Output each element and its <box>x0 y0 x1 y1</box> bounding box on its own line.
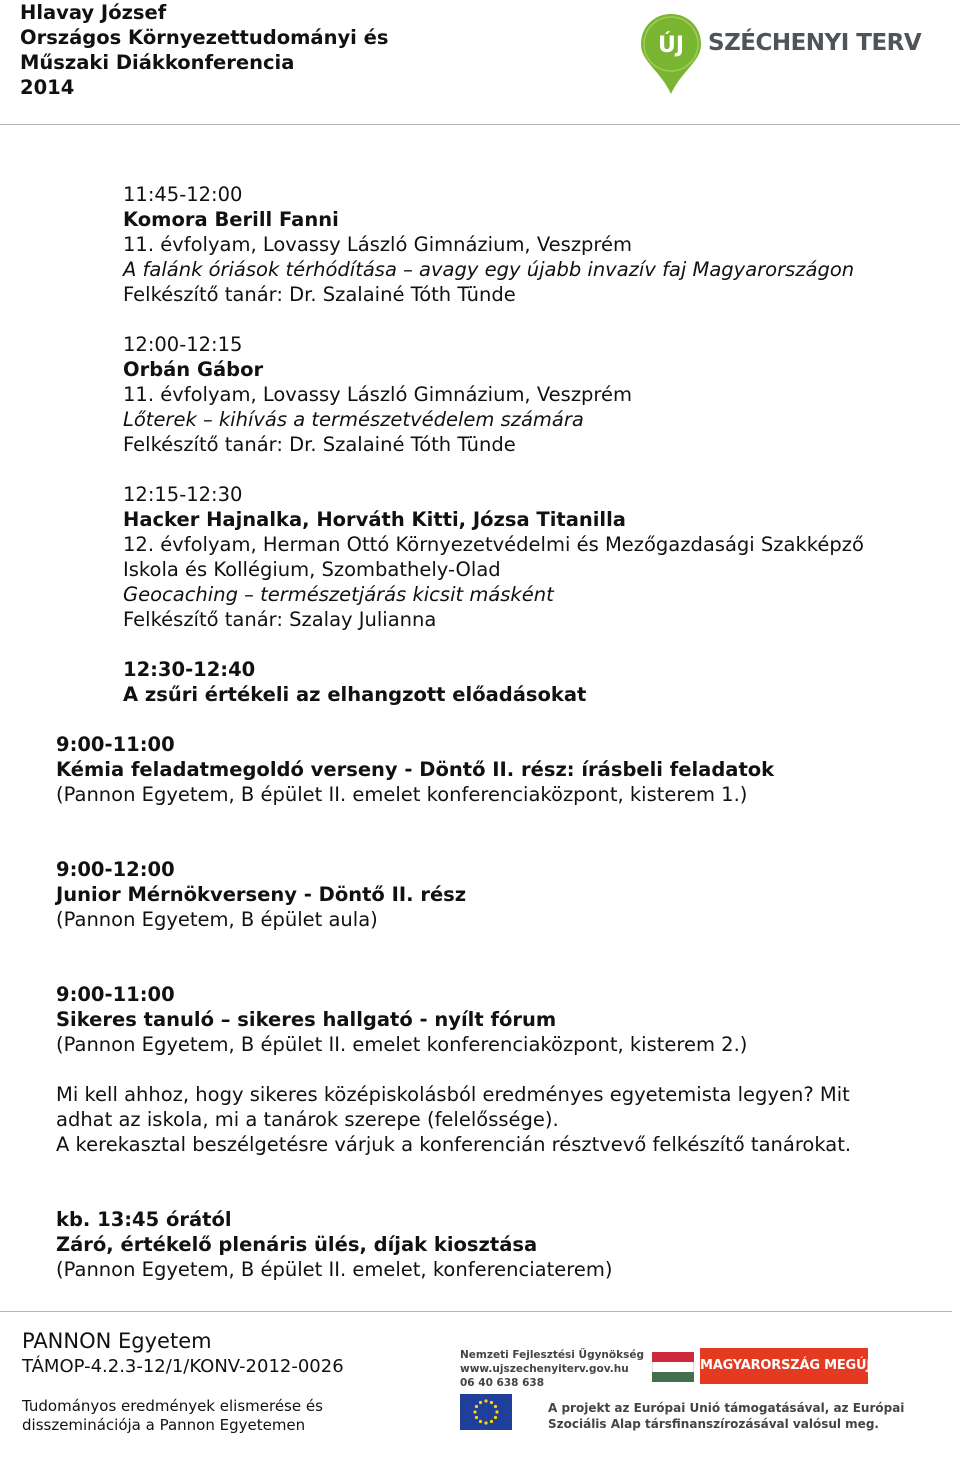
funding-logos <box>456 1342 905 1442</box>
event-title: Kémia feladatmegoldó verseny - Döntő II. rész: írásbeli feladatok <box>56 758 775 781</box>
talk-supervisor: Felkészítő tanár: Szalay Julianna <box>123 608 437 631</box>
szechenyi-terv-logo <box>638 12 938 100</box>
event-location: (Pannon Egyetem, B épület aula) <box>56 908 378 931</box>
talk-title: Lőterek – kihívás a természetvédelem számára <box>123 408 584 431</box>
event-time: kb. 13:45 órától <box>56 1208 232 1231</box>
event-description: A kerekasztal beszélgetésre várjuk a konferencián résztvevő felkészítő tanárokat. <box>56 1133 852 1156</box>
conference-title <box>20 0 389 100</box>
project-code: TÁMOP-4.2.3-12/1/KONV-2012-0026 <box>22 1356 344 1377</box>
talk-school: 11. évfolyam, Lovassy László Gimnázium, Veszprém <box>123 383 633 406</box>
talk-time: 12:15-12:30 <box>123 483 243 506</box>
logo-text: SZÉCHENYI TERV <box>708 30 922 56</box>
talk-school-continued: Iskola és Kollégium, Szombathely-Olad <box>123 558 501 581</box>
eu-flag-icon <box>460 1394 512 1430</box>
event-location: (Pannon Egyetem, B épület II. emelet konferenciaközpont, kisterem 1.) <box>56 783 748 806</box>
conference-title-line-2: Országos Környezettudományi és <box>20 26 389 49</box>
event-location: (Pannon Egyetem, B épület II. emelet, konferenciaterem) <box>56 1258 613 1281</box>
event-time: 9:00-12:00 <box>56 858 175 881</box>
event-title: Záró, értékelő plenáris ülés, díjak kiosztása <box>56 1233 538 1256</box>
footer-info <box>22 1327 344 1435</box>
jury-time: 12:30-12:40 <box>123 658 256 681</box>
page-header <box>0 0 960 126</box>
hungarian-flag-icon <box>652 1352 694 1382</box>
project-subtitle: Tudományos eredmények elismerése és <box>22 1397 323 1415</box>
magyarorszag-megujul-badge: MAGYARORSZÁG MEGÚJUL <box>700 1348 868 1384</box>
talk-supervisor: Felkészítő tanár: Dr. Szalainé Tóth Tünde <box>123 433 516 456</box>
nfu-website: www.ujszechenyiterv.gov.hu <box>460 1363 629 1375</box>
eu-funding-line-2: Szociális Alap társfinanszírozásával valósul meg. <box>548 1417 879 1431</box>
talk-time: 12:00-12:15 <box>123 333 243 356</box>
event-time: 9:00-11:00 <box>56 983 175 1006</box>
talk-title: Geocaching – természetjárás kicsit másként <box>123 583 554 606</box>
talk-presenter: Komora Berill Fanni <box>123 208 339 231</box>
eu-funding-line-1: A projekt az Európai Unió támogatásával, az Európai <box>548 1401 905 1415</box>
talk-time: 11:45-12:00 <box>123 183 243 206</box>
conference-title-line-3: Műszaki Diákkonferencia <box>20 51 295 74</box>
talk-presenter: Orbán Gábor <box>123 358 264 381</box>
nfu-info <box>460 1348 644 1390</box>
map-pin-icon <box>638 12 704 96</box>
logo-mark: ÚJ <box>657 33 685 58</box>
university-name: PANNON Egyetem <box>22 1329 212 1353</box>
header-divider <box>0 124 960 125</box>
project-subtitle-continued: disszeminációja a Pannon Egyetemen <box>22 1416 306 1434</box>
event-title: Sikeres tanuló – sikeres hallgató - nyílt fórum <box>56 1008 557 1031</box>
talk-supervisor: Felkészítő tanár: Dr. Szalainé Tóth Tünde <box>123 283 516 306</box>
talk-presenter: Hacker Hajnalka, Horváth Kitti, Józsa Titanilla <box>123 508 626 531</box>
event-title: Junior Mérnökverseny - Döntő II. rész <box>56 883 467 906</box>
talk-school: 12. évfolyam, Herman Ottó Környezetvédelmi és Mezőgazdasági Szakképző <box>123 533 864 556</box>
nfu-phone: 06 40 638 638 <box>460 1377 545 1389</box>
talk-school: 11. évfolyam, Lovassy László Gimnázium, Veszprém <box>123 233 633 256</box>
eu-funding-note <box>548 1400 904 1432</box>
event-location: (Pannon Egyetem, B épület II. emelet konferenciaközpont, kisterem 2.) <box>56 1033 748 1056</box>
jury-text: A zsűri értékeli az elhangzott előadásokat <box>123 683 587 706</box>
talk-title: A falánk óriások térhódítása – avagy egy újabb invazív faj Magyarországon <box>123 258 855 281</box>
nfu-name: Nemzeti Fejlesztési Ügynökség <box>460 1349 644 1361</box>
event-description: Mi kell ahhoz, hogy sikeres középiskolásból eredményes egyetemista legyen? Mit <box>56 1083 850 1106</box>
event-time: 9:00-11:00 <box>56 733 175 756</box>
conference-title-line-1: Hlavay József <box>20 1 167 24</box>
conference-title-line-4: 2014 <box>20 76 75 99</box>
event-description: adhat az iskola, mi a tanárok szerepe (felelőssége). <box>56 1108 559 1131</box>
footer-divider <box>0 1311 952 1312</box>
